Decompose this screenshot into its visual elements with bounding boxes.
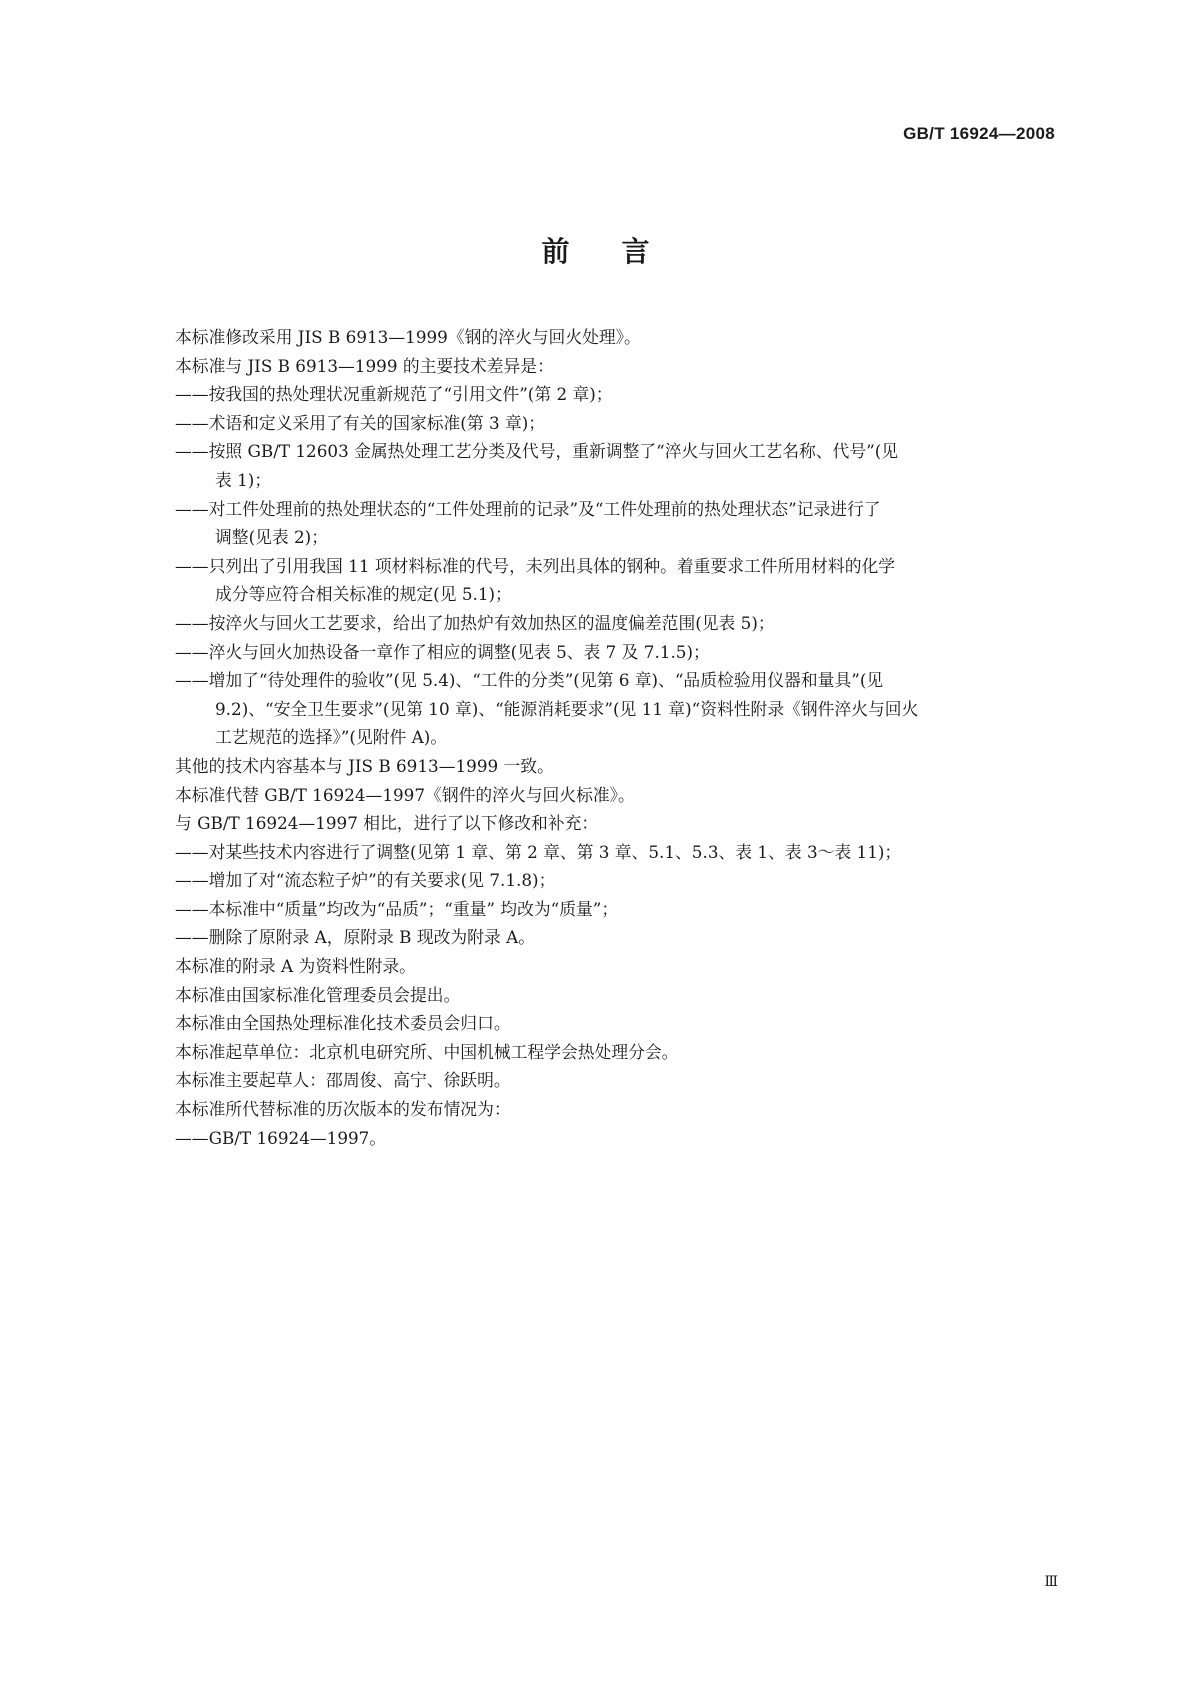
bullet-item: ——对工件处理前的热处理状态的“工件处理前的记录”及“工件处理前的热处理状态”记录进行了 [175, 498, 881, 519]
bullet-item: ——淬火与回火加热设备一章作了相应的调整(见表 5、表 7 及 7.1.5)； [175, 641, 710, 662]
paragraph: 本标准所代替标准的历次版本的发布情况为： [175, 1099, 511, 1120]
page-title: 前言 [541, 235, 702, 268]
bullet-item: ——按淬火与回火工艺要求，给出了加热炉有效加热区的温度偏差范围(见表 5)； [175, 612, 775, 633]
bullet-item: ——对某些技术内容进行了调整(见第 1 章、第 2 章、第 3 章、5.1、5.3、表 1、表 3～表 11)； [175, 841, 902, 862]
bullet-item: ——GB/T 16924—1997。 [175, 1127, 387, 1148]
paragraph: 本标准与 JIS B 6913—1999 的主要技术差异是： [175, 355, 554, 376]
bullet-item: ——增加了“待处理件的验收”(见 5.4)、“工件的分类”(见第 6 章)、“品质检验用仪器和量具”(见 [175, 670, 884, 691]
bullet-continuation: 9.2)、“安全卫生要求”(见第 10 章)、“能源消耗要求”(见 11 章)“资料性附录《钢件淬火与回火 [215, 698, 919, 719]
paragraph: 与 GB/T 16924—1997 相比，进行了以下修改和补充： [175, 813, 599, 834]
bullet-item: ——术语和定义采用了有关的国家标准(第 3 章)； [175, 412, 546, 433]
bullet-continuation: 表 1)； [215, 469, 272, 490]
bullet-item: ——只列出了引用我国 11 项材料标准的代号，未列出具体的钢种。着重要求工件所用材料的化学 [175, 555, 896, 576]
bullet-continuation: 成分等应符合相关标准的规定(见 5.1)； [215, 584, 512, 605]
paragraph: 本标准主要起草人：邵周俊、高宁、徐跃明。 [175, 1070, 511, 1091]
paragraph: 本标准的附录 A 为资料性附录。 [175, 956, 416, 977]
foreword-body [175, 323, 1055, 1152]
bullet-item: ——删除了原附录 A，原附录 B 现改为附录 A。 [175, 927, 535, 948]
paragraph: 本标准代替 GB/T 16924—1997《钢件的淬火与回火标准》。 [175, 784, 635, 805]
bullet-continuation: 调整(见表 2)； [215, 527, 329, 548]
bullet-item: ——按照 GB/T 12603 金属热处理工艺分类及代号，重新调整了“淬火与回火工艺名称、代号”(见 [175, 441, 899, 462]
bullet-item: ——增加了对“流态粒子炉”的有关要求(见 7.1.8)； [175, 870, 556, 891]
paragraph: 本标准由全国热处理标准化技术委员会归口。 [175, 1013, 511, 1034]
bullet-item: ——按我国的热处理状况重新规范了“引用文件”(第 2 章)； [175, 384, 613, 405]
paragraph: 本标准由国家标准化管理委员会提出。 [175, 984, 461, 1005]
paragraph: 本标准起草单位：北京机电研究所、中国机械工程学会热处理分会。 [175, 1041, 679, 1062]
standard-code-header: GB/T 16924—2008 [903, 124, 1055, 143]
bullet-continuation: 工艺规范的选择》”(见附件 A)。 [215, 727, 448, 748]
page-number: Ⅲ [1044, 1574, 1059, 1590]
paragraph: 本标准修改采用 JIS B 6913—1999《钢的淬火与回火处理》。 [175, 327, 641, 347]
bullet-item: ——本标准中“质量”均改为“品质”；“重量” 均改为“质量”； [175, 898, 619, 919]
paragraph: 其他的技术内容基本与 JIS B 6913—1999 一致。 [175, 755, 554, 776]
